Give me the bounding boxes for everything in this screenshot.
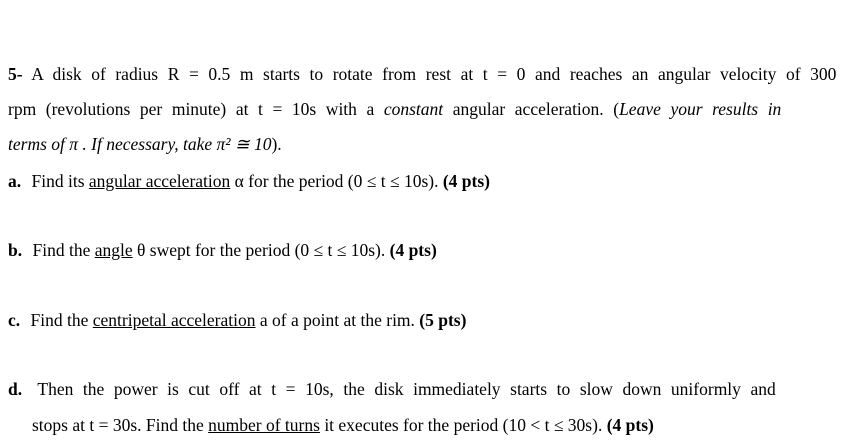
problem-line-1: [8, 63, 836, 85]
part-c-points: (5 pts): [419, 310, 467, 330]
part-d-label: d.: [8, 379, 23, 399]
problem-line-2-after: angular acceleration. (: [443, 99, 620, 119]
part-a-points: (4 pts): [442, 171, 490, 191]
part-a-after: α for the period (0 ≤ t ≤ 10s).: [230, 171, 439, 191]
part-d-line-1-text: Then the power is cut off at t = 10s, the disk immediately starts to slow down uniformly and: [37, 379, 776, 399]
part-a-label: a.: [8, 171, 22, 191]
problem-number: 5-: [8, 64, 23, 84]
problem-line-3-note: terms of π . If necessary, take π² ≅ 10: [8, 134, 272, 154]
problem-line-2: [8, 98, 781, 120]
part-c-after: a of a point at the rim.: [255, 310, 415, 330]
part-d-line-2: [32, 414, 654, 436]
part-b-underlined: angle: [94, 240, 133, 260]
part-b-label: b.: [8, 240, 23, 260]
part-c-underlined: centripetal acceleration: [92, 310, 256, 330]
part-c-label: c.: [8, 310, 21, 330]
part-a-before: Find its: [31, 171, 89, 191]
part-a-underlined: angular acceleration: [88, 171, 231, 191]
part-b-before: Find the: [32, 240, 95, 260]
part-a: [8, 170, 490, 192]
problem-line-3: [8, 133, 282, 155]
problem-line-3-after: ).: [271, 134, 282, 154]
part-d-before: stops at t = 30s. Find the: [32, 415, 209, 435]
problem-line-2-before: rpm (revolutions per minute) at t = 10s with a: [8, 99, 384, 119]
part-d-after: it executes for the period (10 < t ≤ 30s).: [319, 415, 603, 435]
part-d-points: (4 pts): [606, 415, 654, 435]
problem-line-2-note: Leave your results in: [619, 99, 782, 119]
part-c: [8, 309, 466, 331]
problem-line-2-emphasis: constant: [383, 99, 444, 119]
problem-line-1-text: A disk of radius R = 0.5 m starts to rotate from rest at t = 0 and reaches an angular velocity of 300: [31, 64, 837, 84]
part-b-points: (4 pts): [389, 240, 437, 260]
part-b: [8, 239, 437, 261]
part-d-line-1: [8, 378, 776, 400]
part-d-underlined: number of turns: [208, 415, 320, 435]
part-c-before: Find the: [30, 310, 93, 330]
part-b-after: θ swept for the period (0 ≤ t ≤ 10s).: [132, 240, 386, 260]
